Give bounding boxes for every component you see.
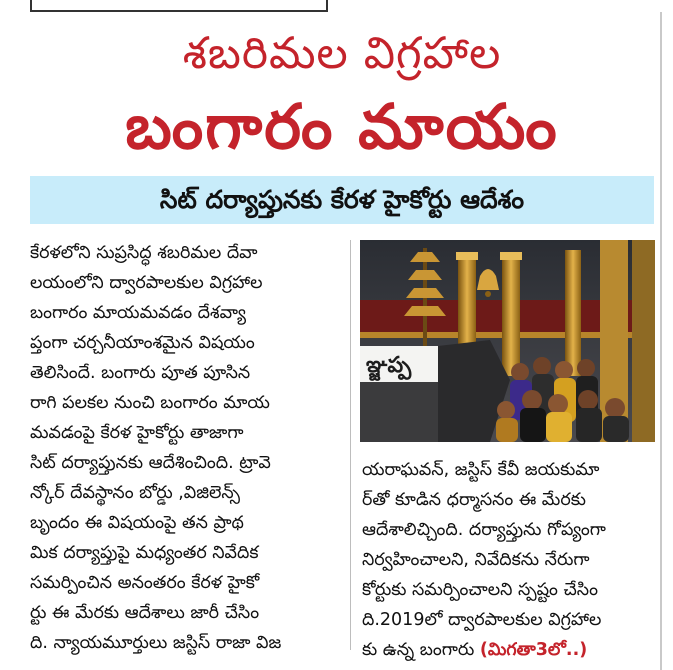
body-line: ది. న్యాయమూర్తులు జస్టిస్ రాజా విజ: [30, 633, 282, 653]
body-line: లయంలోని ద్వారపాలకుల విగ్రహాల: [30, 273, 263, 293]
article-body-left-column: [30, 238, 342, 658]
body-line: ర్టు ఈ మేరకు ఆదేశాలు జారీ చేసిం: [30, 603, 260, 623]
body-line: ఆదేశాలిచ్చింది. దర్యాప్తును గోప్యంగా: [362, 520, 606, 540]
body-line: బంగారం మాయమవడం దేశవ్యా: [30, 303, 246, 323]
body-last-line-text: కు ఉన్న బంగారు: [362, 640, 475, 660]
body-line: న్కోర్ దేవస్థానం బోర్డు ,విజిలెన్స్: [30, 483, 240, 503]
continuation-marker[interactable]: (మిగతా3లో..): [479, 640, 588, 660]
article-headline: బంగారం మాయం: [125, 90, 559, 163]
body-line: బృందం ఈ విషయంపై తన ప్రాథ: [30, 513, 244, 533]
body-line: కేరళలోని సుప్రసిద్ధ శబరిమల దేవా: [30, 243, 258, 263]
body-line: ప్తంగా చర్చనీయాంశమైన విషయం: [30, 333, 255, 353]
body-line: సిట్ దర్యాప్తునకు ఆదేశించింది. ట్రావె: [30, 453, 271, 473]
body-line: మవడంపై కేరళ హైకోర్టు తాజాగా: [30, 423, 244, 443]
temple-sign-text: ఞ్జప్ప: [366, 353, 412, 378]
column-divider: [350, 240, 351, 650]
body-line: మిక దర్యాప్తుపై మధ్యంతర నివేదిక: [30, 543, 259, 563]
temple-photo-illustration: [360, 240, 655, 442]
body-line: తెలిసిందే. బంగారు పూత పూసిన: [30, 363, 251, 383]
body-line: ర్‌తో కూడిన ధర్మాసనం ఈ మేరకు: [362, 490, 586, 510]
temple-photo: [360, 240, 655, 442]
body-last-line: [362, 635, 654, 665]
article-subheadline: సిట్ దర్యాప్తునకు కేరళ హైకోర్టు ఆదేశం: [159, 185, 525, 214]
body-line: యరాఘవన్, జస్టిస్ కేవీ జయకుమా: [362, 460, 600, 480]
page-gutter-rule: [660, 12, 662, 670]
body-line: సమర్పించిన అనంతరం కేరళ హైకో: [30, 573, 260, 593]
body-line: కోర్టుకు సమర్పించాలని స్పష్టం చేసిం: [362, 580, 598, 600]
body-line: రాగి పలకల నుంచి బంగారం మాయ: [30, 393, 270, 413]
previous-article-box-edge: [30, 0, 328, 12]
body-line: ది.2019లో ద్వారపాలకుల విగ్రహాల: [362, 610, 602, 630]
article-body-right-column: [362, 455, 654, 665]
article-kicker: శబరిమల విగ్రహాల: [182, 28, 502, 79]
body-line: నిర్వహించాలని, నివేదికను నేరుగా: [362, 550, 590, 570]
